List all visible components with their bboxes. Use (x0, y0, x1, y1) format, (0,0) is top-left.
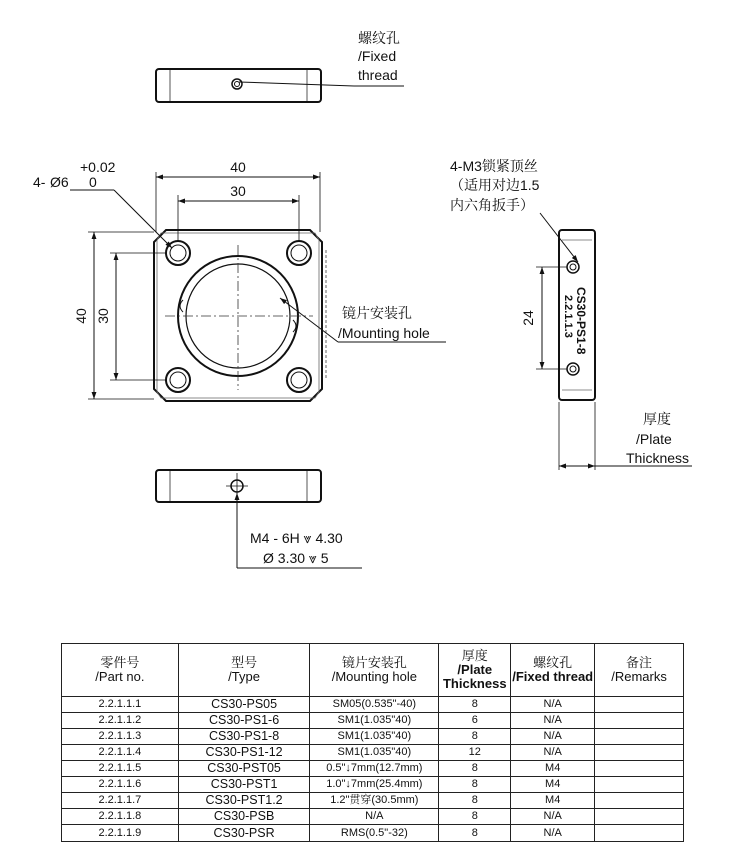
dim-24: 24 (520, 310, 536, 326)
mount-label-en: /Mounting hole (338, 325, 430, 341)
cell-thread: N/A (511, 745, 595, 761)
cell-type: CS30-PS05 (178, 697, 310, 713)
cell-thread: M4 (511, 777, 595, 793)
screw-label-line2: （适用对边1.5 (450, 177, 540, 193)
side-view (450, 158, 692, 470)
dim-width-outer: 40 (230, 159, 246, 175)
engraving-part: 2.2.1.1.3 (562, 295, 574, 338)
cell-remarks (595, 809, 684, 825)
cell-part: 2.2.1.1.2 (62, 713, 179, 729)
cell-hole: RMS(0.5"-32) (310, 825, 439, 842)
front-view (33, 159, 446, 401)
cell-hole: 1.2"贯穿(30.5mm) (310, 793, 439, 809)
cell-remarks (595, 793, 684, 809)
thickness-label-cn: 厚度 (643, 411, 671, 427)
top-view (156, 30, 404, 102)
table-row (62, 713, 684, 729)
cell-type: CS30-PS1-6 (178, 713, 310, 729)
cell-hole: SM05(0.535"-40) (310, 697, 439, 713)
hole-tolerance-upper: +0.02 (80, 159, 116, 175)
bottom-view (156, 470, 362, 568)
cell-type: CS30-PSR (178, 825, 310, 842)
spec-table (61, 643, 684, 842)
cell-type: CS30-PSB (178, 809, 310, 825)
cell-thread: M4 (511, 793, 595, 809)
table-row (62, 809, 684, 825)
cell-thickness: 8 (439, 793, 511, 809)
cell-part: 2.2.1.1.5 (62, 761, 179, 777)
cell-type: CS30-PS1-12 (178, 745, 310, 761)
header-thickness: 厚度 /Plate Thickness (439, 644, 511, 697)
corner-hole (287, 368, 311, 392)
cell-type: CS30-PST1.2 (178, 793, 310, 809)
header-mounting-hole: 镜片安装孔 /Mounting hole (310, 644, 439, 697)
header-fixed-thread: 螺纹孔 /Fixed thread (511, 644, 595, 697)
cell-remarks (595, 745, 684, 761)
cell-hole: SM1(1.035"40) (310, 729, 439, 745)
cell-type: CS30-PST05 (178, 761, 310, 777)
bottom-callout-line2: Ø 3.30 ⩔ 5 (263, 550, 329, 566)
top-label-cn: 螺纹孔 (358, 30, 400, 46)
cell-hole: SM1(1.035"40) (310, 713, 439, 729)
cell-part: 2.2.1.1.8 (62, 809, 179, 825)
dim-height-inner: 30 (95, 308, 111, 324)
corner-hole (287, 241, 311, 265)
engraving-model: CS30-PS1-8 (574, 287, 588, 355)
cell-thickness: 8 (439, 729, 511, 745)
hole-callout-count: 4- (33, 174, 46, 190)
cell-thread: N/A (511, 825, 595, 842)
cell-part: 2.2.1.1.7 (62, 793, 179, 809)
cell-part: 2.2.1.1.4 (62, 745, 179, 761)
corner-hole (166, 368, 190, 392)
cell-part: 2.2.1.1.3 (62, 729, 179, 745)
cell-thread: N/A (511, 809, 595, 825)
thickness-label-en2: Thickness (626, 450, 690, 466)
cell-remarks (595, 697, 684, 713)
table-row (62, 745, 684, 761)
cell-thread: N/A (511, 713, 595, 729)
cell-thickness: 8 (439, 761, 511, 777)
dim-height-outer: 40 (73, 308, 89, 324)
cell-hole: 1.0"↓7mm(25.4mm) (310, 777, 439, 793)
cell-thickness: 8 (439, 825, 511, 842)
cell-remarks (595, 729, 684, 745)
bottom-callout-line1: M4 - 6H ⩔ 4.30 (250, 530, 343, 546)
hole-callout-diameter: Ø6 (50, 174, 69, 190)
table-row (62, 777, 684, 793)
screw-label-line3: 内六角扳手） (450, 197, 534, 213)
cell-thickness: 8 (439, 697, 511, 713)
cell-remarks (595, 777, 684, 793)
cell-thickness: 6 (439, 713, 511, 729)
table-row (62, 825, 684, 842)
table-header-row (62, 644, 684, 697)
cell-part: 2.2.1.1.9 (62, 825, 179, 842)
corner-hole (166, 241, 190, 265)
cell-thickness: 8 (439, 777, 511, 793)
top-label-en: /Fixed (358, 48, 397, 64)
cell-part: 2.2.1.1.1 (62, 697, 179, 713)
header-part-no: 零件号 /Part no. (62, 644, 179, 697)
cell-remarks (595, 761, 684, 777)
cell-remarks (595, 713, 684, 729)
cell-thickness: 12 (439, 745, 511, 761)
cell-type: CS30-PS1-8 (178, 729, 310, 745)
cell-hole: N/A (310, 809, 439, 825)
cell-remarks (595, 825, 684, 842)
dim-width-inner: 30 (230, 183, 246, 199)
top-label-en2: thread (358, 67, 398, 83)
header-remarks: 备注 /Remarks (595, 644, 684, 697)
cell-thread: N/A (511, 697, 595, 713)
mount-label-cn: 镜片安装孔 (342, 305, 412, 321)
thickness-label-en1: /Plate (636, 431, 672, 447)
cell-hole: 0.5"↓7mm(12.7mm) (310, 761, 439, 777)
cell-type: CS30-PST1 (178, 777, 310, 793)
table-row (62, 729, 684, 745)
table-row (62, 697, 684, 713)
cell-thickness: 8 (439, 809, 511, 825)
cell-thread: N/A (511, 729, 595, 745)
screw-label-line1: 4-M3锁紧顶丝 (450, 158, 538, 174)
hole-tolerance-lower: 0 (89, 174, 97, 190)
header-type: 型号 /Type (178, 644, 310, 697)
table-row (62, 761, 684, 777)
cell-hole: SM1(1.035"40) (310, 745, 439, 761)
cell-part: 2.2.1.1.6 (62, 777, 179, 793)
cell-thread: M4 (511, 761, 595, 777)
table-row (62, 793, 684, 809)
